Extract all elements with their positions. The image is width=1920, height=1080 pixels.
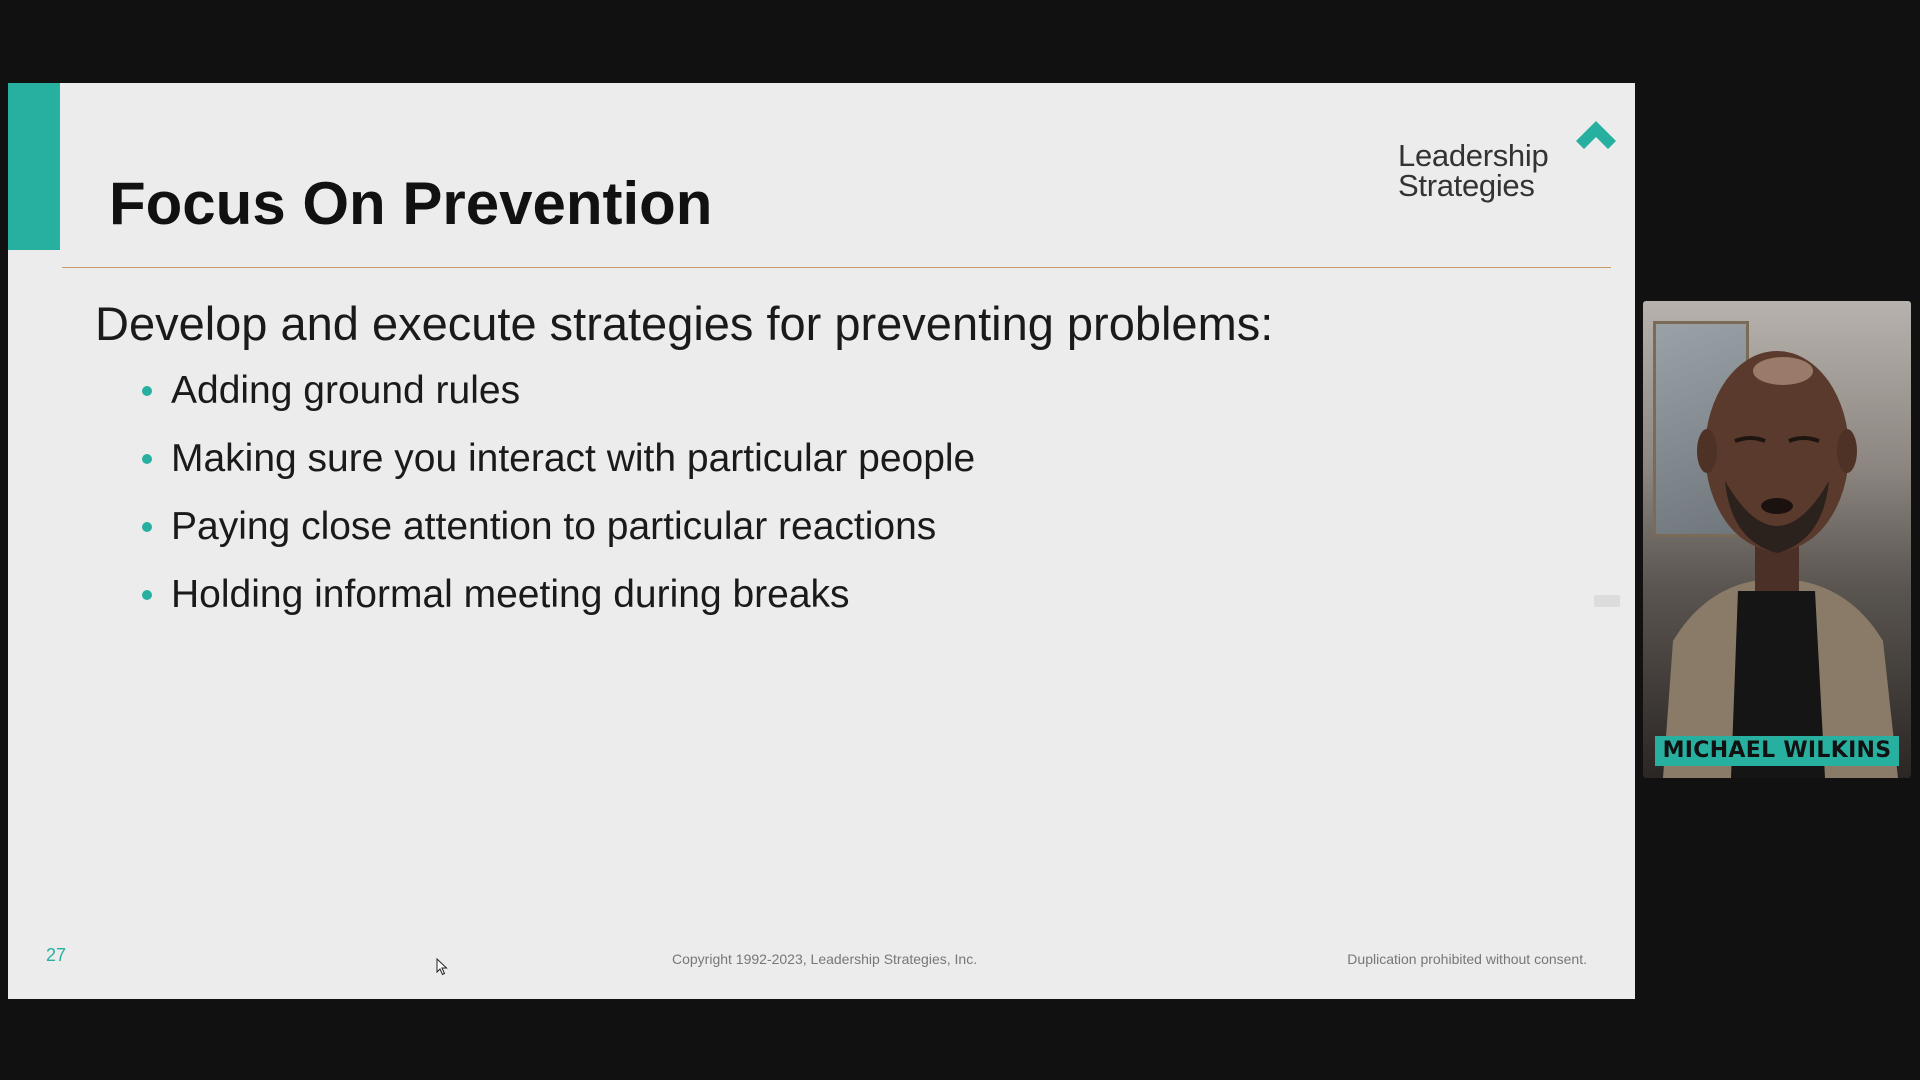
leadership-strategies-logo (1396, 121, 1621, 201)
mouse-cursor-icon (436, 958, 448, 976)
bullet-text: Holding informal meeting during breaks (171, 573, 850, 616)
logo-line-2: Strategies (1398, 168, 1535, 203)
slide-accent-bar (8, 83, 60, 250)
speaker-video-feed-icon (1643, 301, 1911, 778)
logo-line-1: Leadership (1398, 138, 1549, 173)
slide-lead-text: Develop and execute strategies for preventing problems: (95, 297, 1274, 350)
logo-wordmark (1398, 138, 1549, 203)
slide-duplication-notice: Duplication prohibited without consent. (1347, 951, 1587, 967)
chevron-up-icon (1576, 121, 1616, 149)
slide-copyright: Copyright 1992-2023, Leadership Strategies, Inc. (672, 951, 978, 967)
bullet-dot-icon (142, 386, 152, 396)
speaker-video-tile[interactable] (1643, 301, 1911, 778)
bullet-text: Adding ground rules (171, 369, 521, 412)
slide-scroll-handle[interactable] (1594, 595, 1620, 607)
slide-title: Focus On Prevention (109, 170, 713, 237)
bullet-dot-icon (142, 454, 152, 464)
title-divider (62, 267, 1611, 268)
bullet-text: Paying close attention to particular reactions (171, 505, 937, 548)
bullet-dot-icon (142, 522, 152, 532)
bullet-text: Making sure you interact with particular people (171, 437, 976, 480)
speaker-name-label: MICHAEL WILKINS (1655, 736, 1899, 766)
slide-page-number: 27 (46, 945, 67, 965)
presentation-slide (8, 83, 1635, 999)
bullet-dot-icon (142, 590, 152, 600)
